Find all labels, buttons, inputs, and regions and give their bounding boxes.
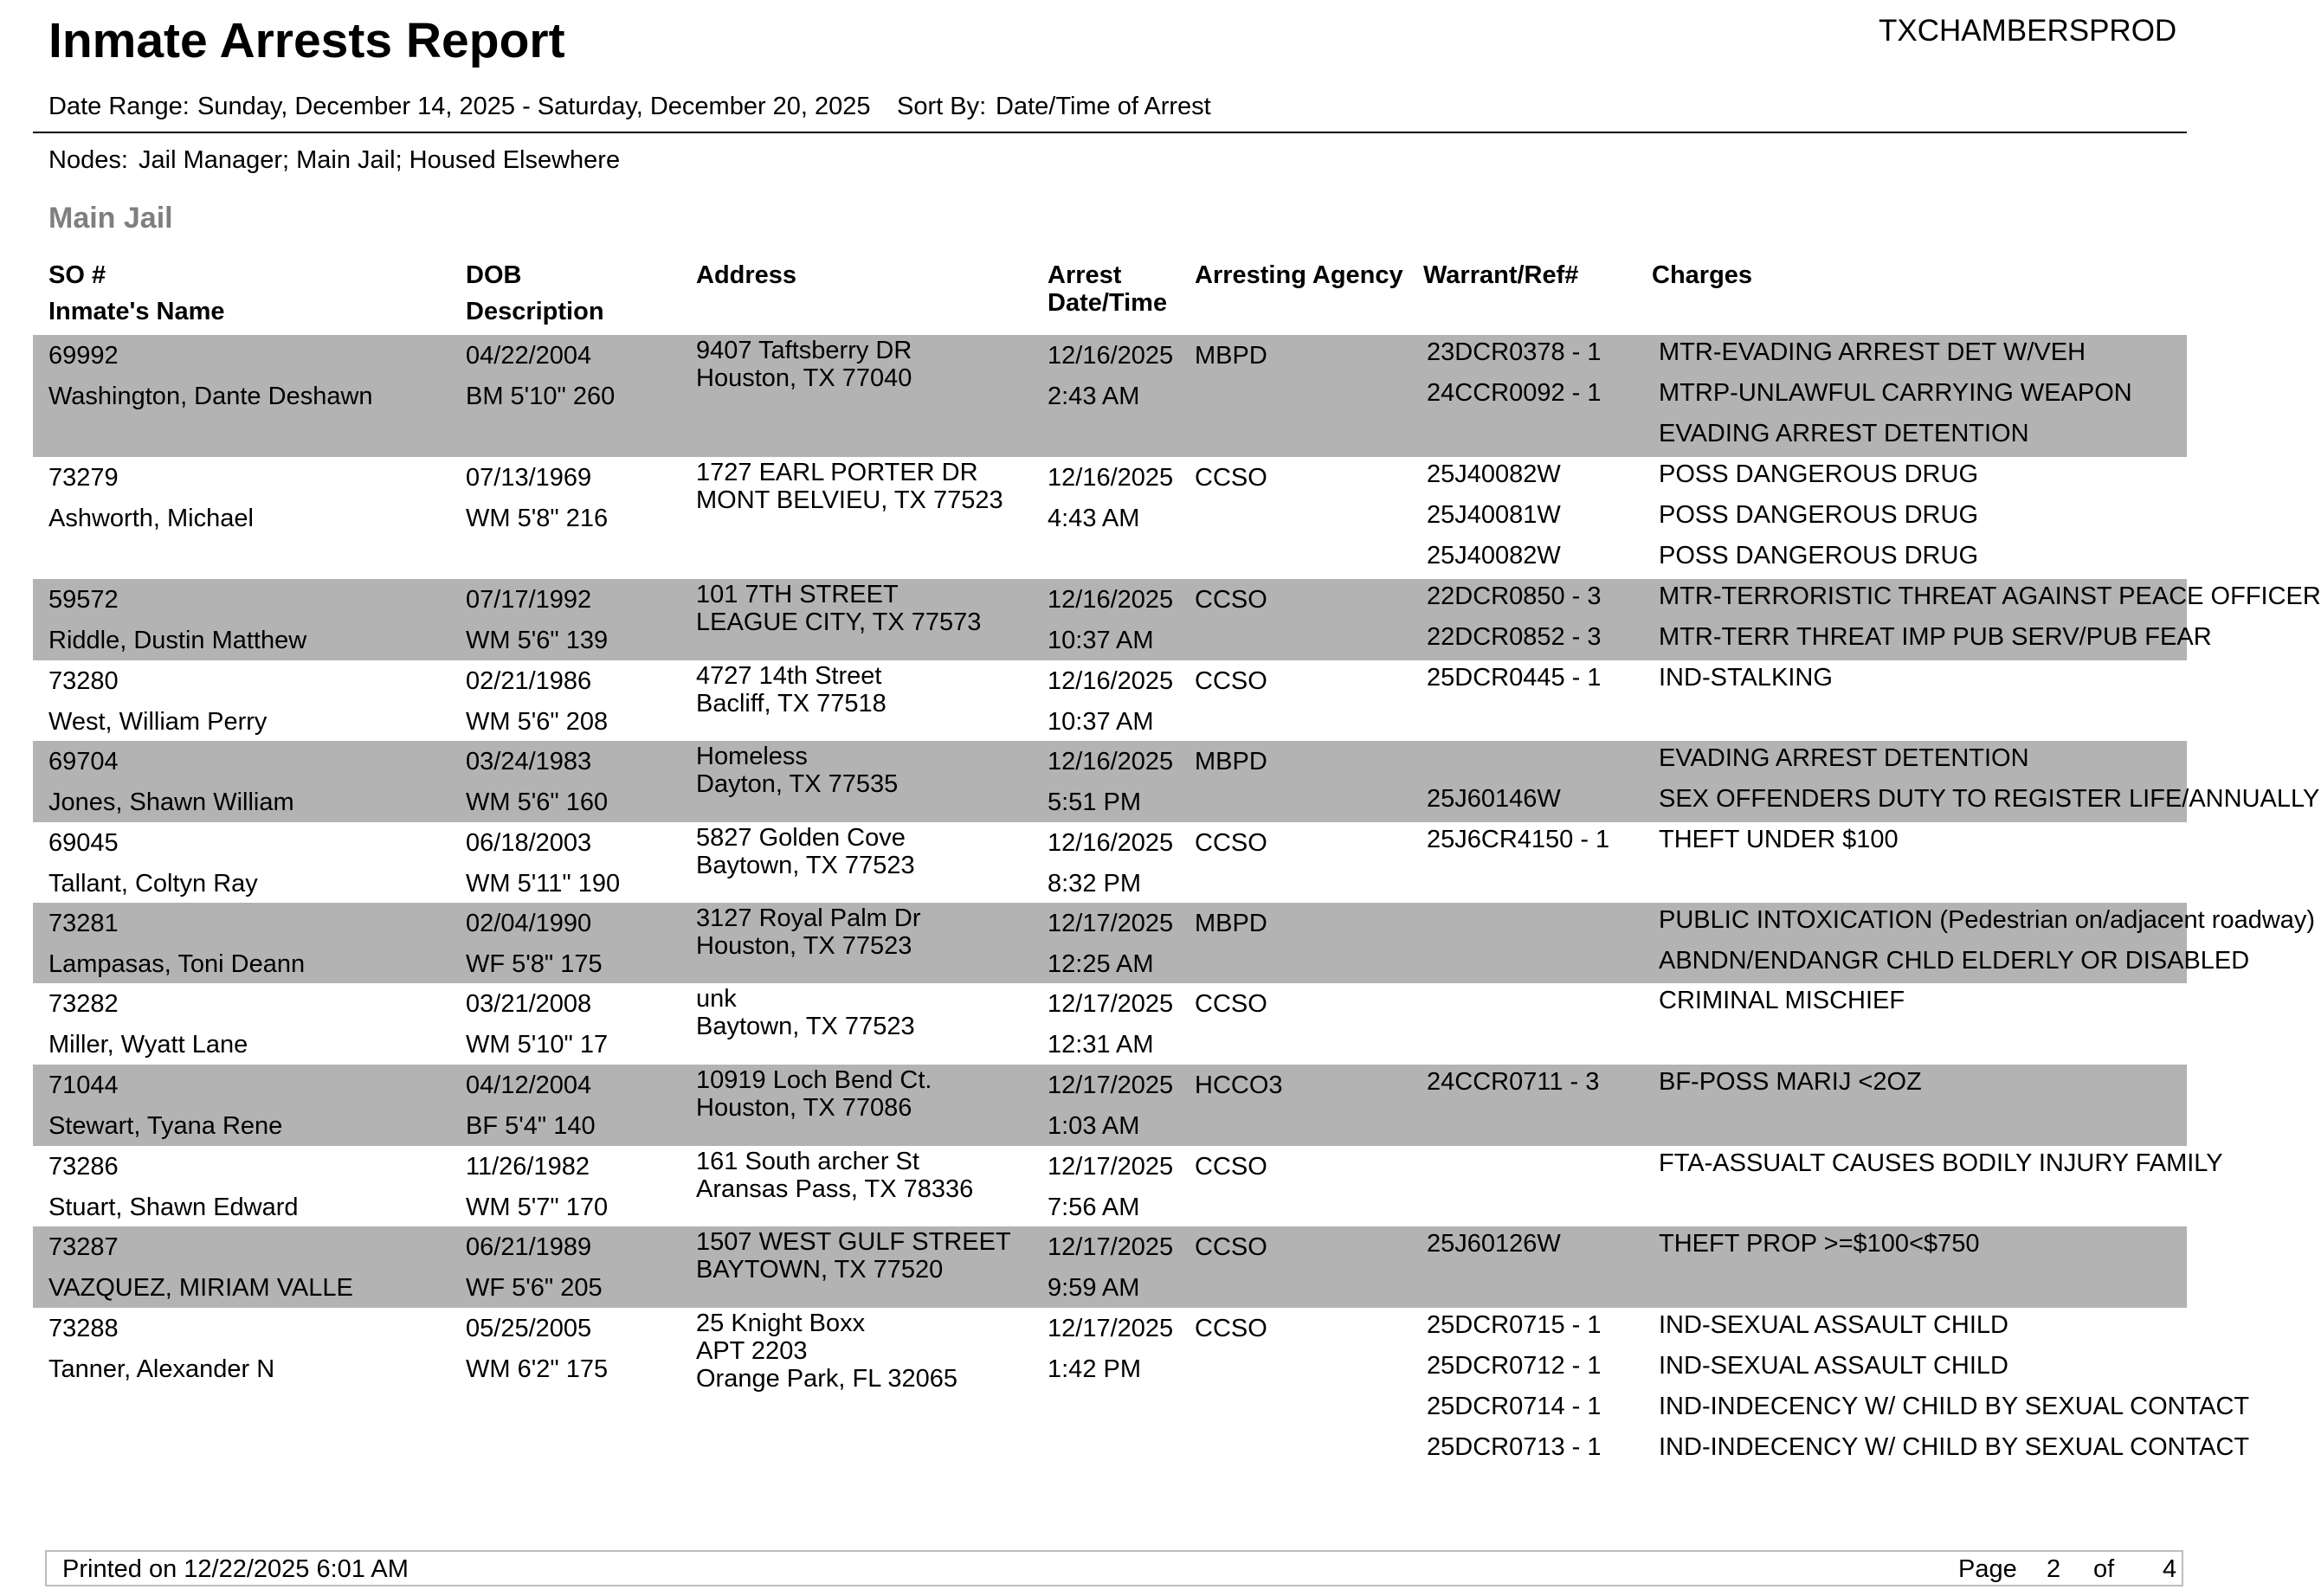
warrant-ref: 25DCR0445 - 1 (1427, 664, 1602, 692)
col-header-agency: Arresting Agency (1195, 261, 1403, 289)
col-header-arrest: Arrest (1048, 261, 1122, 289)
address-line-3: Orange Park, FL 32065 (696, 1365, 957, 1393)
warrant-ref: 25DCR0714 - 1 (1427, 1393, 1602, 1420)
address-line-1: 5827 Golden Cove (696, 824, 906, 852)
address-line-1: unk (696, 985, 737, 1013)
nodes-value: Jail Manager; Main Jail; Housed Elsewhere (139, 146, 621, 174)
so-number: 69704 (48, 748, 119, 775)
charge: MTR-EVADING ARREST DET W/VEH (1659, 338, 2086, 366)
warrant-ref: 25DCR0715 - 1 (1427, 1311, 1602, 1339)
address-line-1: 161 South archer St (696, 1148, 919, 1175)
col-header-name: Inmate's Name (48, 298, 225, 325)
table-row (33, 1146, 2223, 1226)
table-row (33, 335, 2187, 457)
address-line-1: 10919 Loch Bend Ct. (696, 1066, 932, 1094)
col-header-datetime: Date/Time (1048, 289, 1168, 317)
so-number: 69992 (48, 342, 119, 370)
inmate-name: Ashworth, Michael (48, 505, 254, 532)
of-label: of (2093, 1555, 2115, 1583)
arrests-table (33, 335, 2321, 1472)
warrant-ref: 22DCR0852 - 3 (1427, 623, 1602, 651)
address-line-2: Dayton, TX 77535 (696, 770, 899, 798)
col-header-description: Description (466, 298, 604, 325)
charge: POSS DANGEROUS DRUG (1659, 542, 1978, 570)
warrant-ref: 25J60146W (1427, 785, 1561, 813)
charge: POSS DANGEROUS DRUG (1659, 501, 1978, 529)
inmate-name: Riddle, Dustin Matthew (48, 627, 307, 654)
so-number: 73279 (48, 464, 119, 492)
address-line-2: Houston, TX 77086 (696, 1094, 912, 1122)
charge: ABNDN/ENDANGR CHLD ELDERLY OR DISABLED (1659, 947, 2250, 975)
sort-by-label: Sort By: (897, 93, 987, 120)
inmate-name: VAZQUEZ, MIRIAM VALLE (48, 1274, 353, 1302)
date-range-value: Sunday, December 14, 2025 - Saturday, December 20, 2025 (197, 93, 871, 120)
address-line-1: 25 Knight Boxx (696, 1310, 866, 1337)
description: WM 5'7" 170 (466, 1194, 609, 1221)
nodes-label: Nodes: (48, 146, 128, 174)
arresting-agency: CCSO (1195, 1315, 1267, 1342)
page-footer (45, 1550, 2183, 1586)
table-row (33, 741, 2320, 822)
arrest-time: 1:42 PM (1048, 1355, 1141, 1383)
inmate-name: Miller, Wyatt Lane (48, 1031, 248, 1059)
arresting-agency: CCSO (1195, 1233, 1267, 1261)
charge: THEFT PROP >=$100<$750 (1659, 1230, 1980, 1258)
arrest-date: 12/16/2025 (1048, 464, 1174, 492)
charge: MTRP-UNLAWFUL CARRYING WEAPON (1659, 379, 2132, 407)
so-number: 73286 (48, 1153, 119, 1181)
address-line-2: APT 2203 (696, 1337, 808, 1365)
arresting-agency: MBPD (1195, 342, 1267, 370)
arresting-agency: HCCO3 (1195, 1072, 1283, 1099)
printed-on: Printed on 12/22/2025 6:01 AM (62, 1555, 409, 1583)
warrant-ref: 25J40082W (1427, 460, 1561, 488)
warrant-ref: 22DCR0850 - 3 (1427, 582, 1602, 610)
arrest-date: 12/17/2025 (1048, 1072, 1174, 1099)
arrest-date: 12/17/2025 (1048, 1315, 1174, 1342)
address-line-1: 1507 WEST GULF STREET (696, 1228, 1011, 1256)
description: WM 5'8" 216 (466, 505, 609, 532)
warrant-ref: 25DCR0713 - 1 (1427, 1433, 1602, 1461)
dob: 11/26/1982 (466, 1153, 590, 1181)
table-row (33, 579, 2321, 660)
arrest-time: 5:51 PM (1048, 788, 1141, 816)
address-line-1: 101 7TH STREET (696, 581, 899, 608)
arrest-date: 12/17/2025 (1048, 990, 1174, 1018)
charge: BF-POSS MARIJ <2OZ (1659, 1068, 1922, 1096)
description: WM 5'6" 139 (466, 627, 609, 654)
dob: 04/22/2004 (466, 342, 592, 370)
dob: 03/24/1983 (466, 748, 592, 775)
arrest-time: 2:43 AM (1048, 383, 1140, 410)
arrest-time: 12:31 AM (1048, 1031, 1154, 1059)
dob: 02/21/1986 (466, 667, 592, 695)
arrest-date: 12/17/2025 (1048, 910, 1174, 937)
inmate-name: Washington, Dante Deshawn (48, 383, 373, 410)
description: WM 5'10" 17 (466, 1031, 609, 1059)
so-number: 73288 (48, 1315, 119, 1342)
col-header-warrant: Warrant/Ref# (1423, 261, 1579, 289)
charge: THEFT UNDER $100 (1659, 826, 1899, 853)
charge: MTR-TERR THREAT IMP PUB SERV/PUB FEAR (1659, 623, 2212, 651)
system-name: TXCHAMBERSPROD (1879, 14, 2177, 48)
page-total: 4 (2163, 1555, 2177, 1583)
description: WM 5'6" 208 (466, 708, 609, 736)
address-line-2: Aransas Pass, TX 78336 (696, 1175, 974, 1203)
page-label: Page (1958, 1555, 2017, 1583)
description: WF 5'8" 175 (466, 950, 603, 978)
dob: 07/17/1992 (466, 586, 592, 614)
warrant-ref: 24CCR0092 - 1 (1427, 379, 1602, 407)
table-row (33, 983, 2187, 1065)
inmate-name: Tanner, Alexander N (48, 1355, 275, 1383)
so-number: 69045 (48, 829, 119, 857)
so-number: 73287 (48, 1233, 119, 1261)
dob: 05/25/2005 (466, 1315, 592, 1342)
table-row (33, 457, 2187, 579)
description: BF 5'4" 140 (466, 1112, 596, 1140)
arresting-agency: CCSO (1195, 829, 1267, 857)
charge: IND-SEXUAL ASSAULT CHILD (1659, 1311, 2008, 1339)
arrest-date: 12/16/2025 (1048, 748, 1174, 775)
sort-by-value: Date/Time of Arrest (996, 93, 1211, 120)
so-number: 71044 (48, 1072, 119, 1099)
warrant-ref: 25J40081W (1427, 501, 1561, 529)
dob: 04/12/2004 (466, 1072, 592, 1099)
address-line-2: Houston, TX 77523 (696, 932, 912, 960)
description: WF 5'6" 205 (466, 1274, 603, 1302)
description: WM 5'6" 160 (466, 788, 609, 816)
arrest-date: 12/16/2025 (1048, 586, 1174, 614)
address-line-2: Baytown, TX 77523 (696, 852, 915, 879)
address-line-2: LEAGUE CITY, TX 77573 (696, 608, 982, 636)
arrest-time: 7:56 AM (1048, 1194, 1140, 1221)
description: WM 5'11" 190 (466, 870, 621, 898)
description: WM 6'2" 175 (466, 1355, 609, 1383)
date-range-label: Date Range: (48, 93, 190, 120)
arrest-date: 12/17/2025 (1048, 1233, 1174, 1261)
arrest-time: 9:59 AM (1048, 1274, 1140, 1302)
inmate-name: Jones, Shawn William (48, 788, 294, 816)
table-row (33, 1308, 2250, 1472)
arrest-time: 4:43 AM (1048, 505, 1140, 532)
arrest-time: 12:25 AM (1048, 950, 1154, 978)
arresting-agency: CCSO (1195, 1153, 1267, 1181)
charge: IND-INDECENCY W/ CHILD BY SEXUAL CONTACT (1659, 1433, 2250, 1461)
charge: MTR-TERRORISTIC THREAT AGAINST PEACE OFFICER (1659, 582, 2321, 610)
section-heading: Main Jail (48, 202, 173, 235)
col-header-so: SO # (48, 261, 106, 289)
table-row (33, 1226, 2187, 1308)
table-row (33, 822, 2187, 903)
so-number: 59572 (48, 586, 119, 614)
warrant-ref: 25J6CR4150 - 1 (1427, 826, 1610, 853)
col-header-address: Address (696, 261, 797, 289)
arrest-date: 12/16/2025 (1048, 667, 1174, 695)
col-header-dob: DOB (466, 261, 522, 289)
warrant-ref: 25J60126W (1427, 1230, 1561, 1258)
address-line-2: Houston, TX 77040 (696, 364, 912, 392)
inmate-name: Tallant, Coltyn Ray (48, 870, 258, 898)
charge: FTA-ASSUALT CAUSES BODILY INJURY FAMILY (1659, 1149, 2223, 1177)
address-line-1: Homeless (696, 743, 808, 770)
so-number: 73281 (48, 910, 119, 937)
table-row (33, 1065, 2187, 1146)
address-line-2: BAYTOWN, TX 77520 (696, 1256, 944, 1284)
inmate-name: West, William Perry (48, 708, 268, 736)
arresting-agency: CCSO (1195, 586, 1267, 614)
address-line-2: MONT BELVIEU, TX 77523 (696, 486, 1003, 514)
charge: IND-INDECENCY W/ CHILD BY SEXUAL CONTACT (1659, 1393, 2250, 1420)
table-row (33, 660, 2187, 741)
charge: IND-STALKING (1659, 664, 1833, 692)
charge: SEX OFFENDERS DUTY TO REGISTER LIFE/ANNUALLY (1659, 785, 2320, 813)
arrest-date: 12/16/2025 (1048, 342, 1174, 370)
warrant-ref: 25J40082W (1427, 542, 1561, 570)
header-divider (33, 132, 2187, 133)
description: BM 5'10" 260 (466, 383, 616, 410)
dob: 06/21/1989 (466, 1233, 592, 1261)
address-line-1: 4727 14th Street (696, 662, 882, 690)
charge: POSS DANGEROUS DRUG (1659, 460, 1978, 488)
charge: EVADING ARREST DETENTION (1659, 744, 2029, 772)
dob: 06/18/2003 (466, 829, 592, 857)
arrest-time: 10:37 AM (1048, 708, 1154, 736)
arresting-agency: CCSO (1195, 990, 1267, 1018)
inmate-name: Lampasas, Toni Deann (48, 950, 306, 978)
address-line-1: 9407 Taftsberry DR (696, 337, 912, 364)
charge: PUBLIC INTOXICATION (Pedestrian on/adjacent roadway) (1659, 906, 2316, 934)
charge: CRIMINAL MISCHIEF (1659, 987, 1905, 1014)
arresting-agency: CCSO (1195, 464, 1267, 492)
address-line-2: Baytown, TX 77523 (696, 1013, 915, 1040)
inmate-name: Stewart, Tyana Rene (48, 1112, 283, 1140)
dob: 02/04/1990 (466, 910, 592, 937)
charge: EVADING ARREST DETENTION (1659, 420, 2029, 447)
so-number: 73280 (48, 667, 119, 695)
arrest-date: 12/16/2025 (1048, 829, 1174, 857)
arresting-agency: CCSO (1195, 667, 1267, 695)
dob: 03/21/2008 (466, 990, 592, 1018)
inmate-name: Stuart, Shawn Edward (48, 1194, 299, 1221)
arrest-time: 8:32 PM (1048, 870, 1141, 898)
arrest-date: 12/17/2025 (1048, 1153, 1174, 1181)
address-line-1: 3127 Royal Palm Dr (696, 904, 921, 932)
warrant-ref: 23DCR0378 - 1 (1427, 338, 1602, 366)
so-number: 73282 (48, 990, 119, 1018)
arrest-time: 1:03 AM (1048, 1112, 1140, 1140)
col-header-charges: Charges (1652, 261, 1753, 289)
arresting-agency: MBPD (1195, 748, 1267, 775)
warrant-ref: 24CCR0711 - 3 (1427, 1068, 1600, 1096)
arrest-time: 10:37 AM (1048, 627, 1154, 654)
charge: IND-SEXUAL ASSAULT CHILD (1659, 1352, 2008, 1380)
arresting-agency: MBPD (1195, 910, 1267, 937)
address-line-2: Bacliff, TX 77518 (696, 690, 886, 718)
table-row (33, 903, 2316, 983)
page-number: 2 (2047, 1555, 2061, 1583)
report-title: Inmate Arrests Report (48, 13, 565, 68)
dob: 07/13/1969 (466, 464, 592, 492)
address-line-1: 1727 EARL PORTER DR (696, 459, 978, 486)
warrant-ref: 25DCR0712 - 1 (1427, 1352, 1602, 1380)
